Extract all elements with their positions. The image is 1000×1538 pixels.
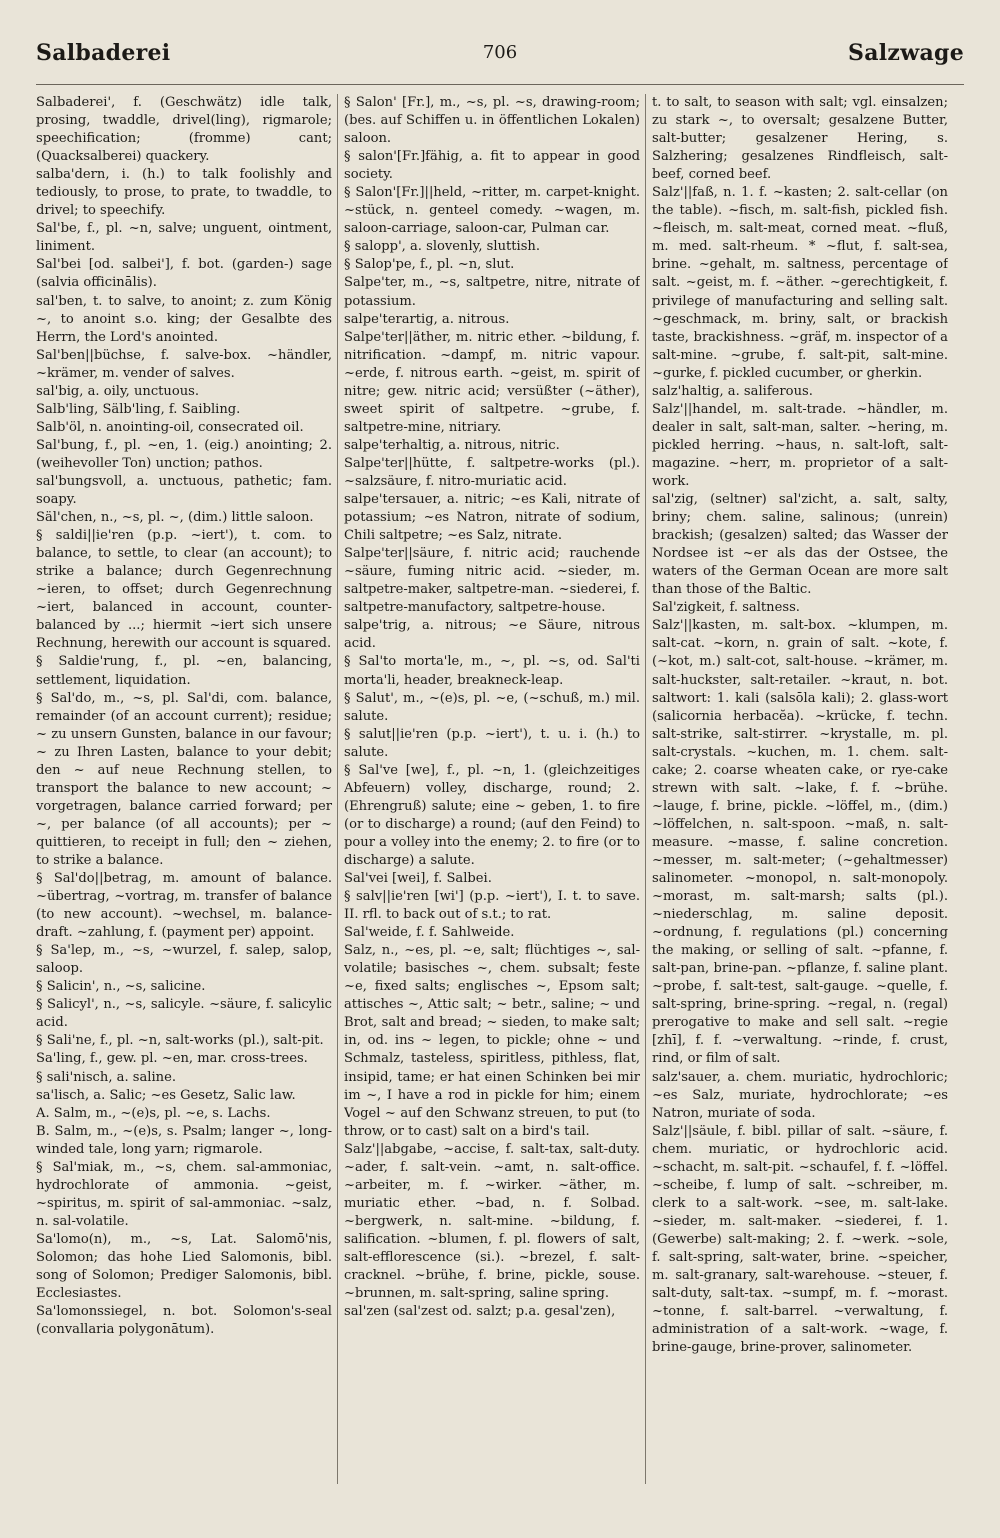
column-2 xyxy=(344,94,640,1321)
dictionary-entry: § Salon' [Fr.], m., ~s, pl. ~s, drawing-room; (bes. auf Schiffen u. in öffentlichen Lokalen) saloon. xyxy=(344,95,640,147)
dictionary-entry: Sal'bei [od. salbei'], f. bot. (garden-) sage (salvia officinālis). xyxy=(36,257,332,291)
dictionary-entry: B. Salm, m., ~(e)s, s. Psalm; langer ~, long-winded tale, long yarn; rigmarole. xyxy=(36,1123,332,1157)
dictionary-entry: salpe'trig, a. nitrous; ~e Säure, nitrous acid. xyxy=(344,618,640,652)
dictionary-entry: § salopp', a. slovenly, sluttish. xyxy=(344,239,541,255)
column-3 xyxy=(652,94,948,1357)
dictionary-entry: Salbaderei', f. (Geschwätz) idle talk, prosing, twaddle, drivel(ling), rigmarole; speechification; (fromme) cant; (Quacksalberei) quackery. xyxy=(36,95,332,165)
dictionary-entry: Salpe'ter, m., ~s, saltpetre, nitre, nitrate of potassium. xyxy=(344,275,640,309)
dictionary-entry: Sa'lomo(n), m., ~s, Lat. Salomō'nis, Solomon; das hohe Lied Salomonis, bibl. song of Solomon; Prediger Salomonis, bibl. Ecclesiastes. xyxy=(36,1231,332,1302)
dictionary-entry: § Sal'do, m., ~s, pl. Sal'di, com. balance, remainder (of an account current); residue; ~ zu unsern Gunsten, balance in our favour; ~ zu Ihren Lasten, balance to your debit; den ~ auf neue Rechnung stellen, to transport the balance to new account; ~ vorgetragen, balance carried forward; per ~, per balance (of all accounts); per ~ quittieren, to receipt in full; den ~ ziehen, to strike a balance. xyxy=(36,690,332,868)
dictionary-entry: Salz'||säule, f. bibl. pillar of salt. ~säure, f. chem. muriatic, or hydrochloric acid. ~schacht, m. salt-pit. ~schaufel, f. f. ~löffel. ~scheibe, f. lump of salt. ~schreiber, m. clerk to a salt-work. ~see, m. salt-lake. ~sieder, m. salt-maker. ~siederei, f. 1. (Gewerbe) salt-making; 2. f. ~werk. ~sole, f. salt-spring, salt-water, brine. ~speicher, m. salt-granary, salt-warehouse. ~steuer, f. salt-duty, salt-tax. ~sumpf, m. f. ~morast. ~tonne, f. salt-barrel. ~verwaltung, f. administration of a salt-work. ~wage, f. brine-gauge, brine-prover, salinometer. xyxy=(652,1123,948,1356)
dictionary-entry: sal'bungsvoll, a. unctuous, pathetic; fam. soapy. xyxy=(36,473,332,508)
dictionary-entry: § saldi||ie'ren (p.p. ~iert'), t. com. to balance, to settle, to clear (an account); to strike a balance; durch Gegenrechnung ~ieren, to offset; durch Gegenrechnung ~iert, balanced in account, counter-balanced by ...; hiermit ~iert sich unsere Rechnung, herewith our account is squared. xyxy=(36,528,332,652)
dictionary-entry: § Sal'miak, m., ~s, chem. sal-ammoniac, hydrochlorate of ammonia. ~geist, ~spiritus, m. spirit of sal-ammoniac. ~salz, n. sal-volatile. xyxy=(36,1159,332,1229)
dictionary-entry: § Salop'pe, f., pl. ~n, slut. xyxy=(344,257,515,273)
dictionary-entry: Salb'öl, n. anointing-oil, consecrated oil. xyxy=(36,419,304,435)
dictionary-entry: sal'zen (sal'zest od. salzt; p.a. gesal'zen), xyxy=(344,1304,616,1320)
dictionary-entry: sa'lisch, a. Salic; ~es Gesetz, Salic law. xyxy=(36,1087,296,1103)
dictionary-entry: sal'big, a. oily, unctuous. xyxy=(36,383,200,399)
dictionary-entry: Sal'weide, f. f. Sahlweide. xyxy=(344,925,515,941)
dictionary-entry: salpe'terhaltig, a. nitrous, nitric. xyxy=(344,437,560,453)
dictionary-entry: Salpe'ter||äther, m. nitric ether. ~bildung, f. nitrification. ~dampf, m. nitric vapour. ~erde, f. nitrous earth. ~geist, m. spirit of nitre; gew. nitric acid; versüßter (~äther), sweet spirit of saltpetre. ~grube, f. saltpetre-mine, nitriary. xyxy=(344,329,640,435)
dictionary-entry: § Sal'do||betrag, m. amount of balance. ~übertrag, ~vortrag, m. transfer of balance (to new account). ~wechsel, m. balance-draft. ~zahlung, f. (payment per) appoint. xyxy=(36,871,332,941)
column-1 xyxy=(36,94,332,1339)
dictionary-entry: Salz'||handel, m. salt-trade. ~händler, m. dealer in salt, salt-man, salter. ~hering, m. pickled herring. ~haus, n. salt-loft, salt-magazine. ~herr, m. proprietor of a salt-work. xyxy=(652,401,948,489)
dictionary-entry: sal'ben, t. to salve, to anoint; z. zum König ~, to anoint s.o. king; der Gesalbte des Herrn, the Lord's anointed. xyxy=(36,293,332,345)
dictionary-entry: Sal'vei [wei], f. Salbei. xyxy=(344,871,492,887)
dictionary-entry: § Sa'lep, m., ~s, ~wurzel, f. salep, salop, saloop. xyxy=(36,943,332,977)
dictionary-entry: salpe'tersauer, a. nitric; ~es Kali, nitrate of potassium; ~es Natron, nitrate of sodium, Chili saltpetre; ~es Salz, nitrate. xyxy=(344,492,640,544)
dictionary-entry: Salpe'ter||säure, f. nitric acid; rauchende ~säure, fuming nitric acid. ~sieder, m. saltpetre-maker, saltpetre-man. ~siederei, f. saltpetre-manufactory, saltpetre-house. xyxy=(344,546,640,616)
dictionary-entry: Salz'||kasten, m. salt-box. ~klumpen, m. salt-cat. ~korn, n. grain of salt. ~kote, f. (~kot, m.) salt-cot, salt-house. ~krämer, m. salt-huckster, salt-retailer. ~kraut, n. bot. saltwort: 1. kali (salsōla kali); 2. glass-wort (salicornia herbacĕa). ~krücke, f. techn. salt-strike, salt-stirrer. ~krystalle, m. pl. salt-crystals. ~kuchen, m. 1. chem. salt-cake; 2. coarse wheaten cake, or rye-cake strewn with salt. ~lake, f. f. ~brühe. ~lauge, f. brine, pickle. ~löffel, m., (dim.) ~löffelchen, n. salt-spoon. ~maß, n. salt-measure. ~masse, f. saline concretion. ~messer, m. salt-meter; (~gehaltmesser) salinometer. ~monopol, n. salt-monopoly. ~morast, m. salt-marsh; salts (pl.). ~niederschlag, m. saline deposit. ~ordnung, f. regulations (pl.) concerning the making, or selling of salt. ~pfanne, f. salt-pan, brine-pan. ~pflanze, f. saline plant. ~probe, f. salt-test, salt-gauge. ~quelle, f. salt-spring, brine-spring. ~regal, n. (regal) prerogative to make and sell salt. ~regie [zhī], f. f. ~verwaltung. ~rinde, f. crust, rind, or film of salt. xyxy=(652,618,948,1067)
dictionary-entry: Säl'chen, n., ~s, pl. ~, (dim.) little saloon. xyxy=(36,510,314,526)
dictionary-entry: salpe'terartig, a. nitrous. xyxy=(344,311,510,327)
dictionary-entry: Salz, n., ~es, pl. ~e, salt; flüchtiges ~, sal-volatile; basisches ~, chem. subsalt; feste ~e, fixed salts; englisches ~, Epsom salt; attisches ~, Attic salt; ~ betr., saline; ~ und Brot, salt and bread; ~ sieden, to make salt; in, od. ins ~ legen, to pickle; ohne ~ und Schmalz, tasteless, spiritless, pithless, flat, insipid, tame; er hat einen Schinken bei mir im ~, I have a rod in pickle for him; einem Vogel ~ auf den Schwanz streuen, to put (to throw, or to cast) salt on a bird's tail. xyxy=(344,943,640,1139)
dictionary-entry: Sal'ben||büchse, f. salve-box. ~händler, ~krämer, m. vender of salves. xyxy=(36,347,332,381)
page-header xyxy=(36,40,964,80)
column-divider xyxy=(645,94,646,1484)
dictionary-entry: § Sali'ne, f., pl. ~n, salt-works (pl.), salt-pit. xyxy=(36,1033,324,1049)
dictionary-entry: Sal'be, f., pl. ~n, salve; unguent, ointment, liniment. xyxy=(36,221,332,255)
dictionary-entry: Sa'lomonssiegel, n. bot. Solomon's-seal (convallaria polygonātum). xyxy=(36,1304,332,1338)
dictionary-entry: salz'sauer, a. chem. muriatic, hydrochloric; ~es Salz, muriate, hydrochlorate; ~es Natron, muriate of soda. xyxy=(652,1069,948,1121)
dictionary-entry: § Sal'to morta'le, m., ~, pl. ~s, od. Sal'ti morta'li, header, breakneck-leap. xyxy=(344,654,640,688)
dictionary-entry: § salv||ie'ren [wi'] (p.p. ~iert'), I. t. to save. II. rfl. to back out of s.t.; to rat. xyxy=(344,889,640,923)
header-rule xyxy=(36,84,964,85)
dictionary-entry: Sal'bung, f., pl. ~en, 1. (eig.) anointing; 2. (weihevoller Ton) unction; pathos. xyxy=(36,437,332,471)
dictionary-entry: § Sal've [we], f., pl. ~n, 1. (gleichzeitiges Abfeuern) volley, discharge, round; 2. (Ehrengruß) salute; eine ~ geben, 1. to fire (or to discharge) a round; (auf den Feind) to pour a volley into the enemy; 2. to fire (or to discharge) a salute. xyxy=(344,762,640,868)
dictionary-entry: § Salicin', n., ~s, salicine. xyxy=(36,979,206,995)
header-right-guide-word: Salzwage xyxy=(848,40,964,66)
dictionary-entry: salba'dern, i. (h.) to talk foolishly and tediously, to prose, to prate, to twaddle, to drivel; to speechify. xyxy=(36,167,332,219)
dictionary-entry: Salb'ling, Sälb'ling, f. Saibling. xyxy=(36,401,241,417)
dictionary-entry: t. to salt, to season with salt; vgl. einsalzen; zu stark ~, to oversalt; gesalzene Butter, salt-butter; gesalzener Hering, s. Salzhering; gesalzenes Rindfleisch, salt-beef, corned beef. xyxy=(652,95,948,183)
dictionary-entry: § salut||ie'ren (p.p. ~iert'), t. u. i. (h.) to salute. xyxy=(344,726,640,760)
dictionary-entry: Salz'||faß, n. 1. f. ~kasten; 2. salt-cellar (on the table). ~fisch, m. salt-fish, pickled fish. ~fleisch, m. salt-meat, corned meat. ~fluß, m. med. salt-rheum. * ~flut, f. salt-sea, brine. ~gehalt, m. saltness, percentage of salt. ~geist, m. f. ~äther. ~gerechtigkeit, f. privilege of manufacturing and selling salt. ~geschmack, m. briny, salt, or brackish taste, brackishness. ~gräf, m. inspector of a salt-mine. ~grube, f. salt-pit, salt-mine. ~gurke, f. pickled cucumber, or gherkin. xyxy=(652,185,948,381)
dictionary-entry: § sali'nisch, a. saline. xyxy=(36,1069,177,1085)
dictionary-entry: Salpe'ter||hütte, f. saltpetre-works (pl.). ~salzsäure, f. nitro-muriatic acid. xyxy=(344,455,640,489)
dictionary-entry: A. Salm, m., ~(e)s, pl. ~e, s. Lachs. xyxy=(36,1105,271,1121)
page-number: 706 xyxy=(482,42,518,63)
dictionary-entry: Salz'||abgabe, ~accise, f. salt-tax, salt-duty. ~ader, f. salt-vein. ~amt, n. salt-office. ~arbeiter, m. f. ~wirker. ~äther, m. muriatic ether. ~bad, n. f. Solbad. ~bergwerk, n. salt-mine. ~bildung, f. salification. ~blumen, f. pl. flowers of salt, salt-efflorescence (si.). ~brezel, f. salt-cracknel. ~brühe, f. brine, pickle, souse. ~brunnen, m. salt-spring, saline spring. xyxy=(344,1141,640,1302)
dictionary-entry: § salon'[Fr.]fähig, a. fit to appear in good society. xyxy=(344,149,640,183)
dictionary-entry: § Salicyl', n., ~s, salicyle. ~säure, f. salicylic acid. xyxy=(36,997,332,1031)
dictionary-entry: § Salut', m., ~(e)s, pl. ~e, (~schuß, m.) mil. salute. xyxy=(344,690,640,724)
dictionary-entry: Sal'zigkeit, f. saltness. xyxy=(652,600,800,616)
column-divider xyxy=(337,94,338,1484)
header-left-guide-word: Salbaderei xyxy=(36,40,171,66)
dictionary-entry: sal'zig, (seltner) sal'zicht, a. salt, salty, briny; chem. saline, salinous; (unrein) brackish; (gesalzen) salted; das Wasser der Nordsee ist ~er als das der Ostsee, the waters of the German Ocean are more salt than those of the Baltic. xyxy=(652,492,948,598)
dictionary-entry: salz'haltig, a. saliferous. xyxy=(652,383,813,399)
dictionary-entry: Sa'ling, f., gew. pl. ~en, mar. cross-trees. xyxy=(36,1051,308,1067)
dictionary-entry: § Salon'[Fr.]||held, ~ritter, m. carpet-knight. ~stück, n. genteel comedy. ~wagen, m. saloon-carriage, saloon-car, Pulman car. xyxy=(344,185,640,237)
dictionary-entry: § Saldie'rung, f., pl. ~en, balancing, settlement, liquidation. xyxy=(36,654,332,688)
